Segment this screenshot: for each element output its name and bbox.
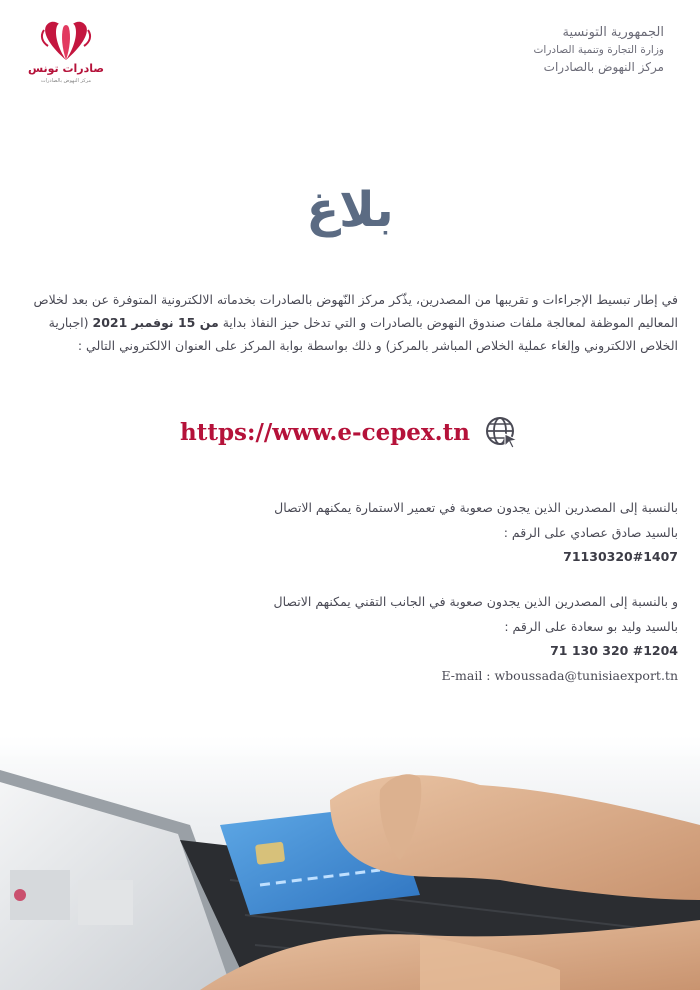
page-title: بلاغ	[306, 182, 394, 238]
contact1-line2: بالسيد صادق عصادي على الرقم :	[503, 524, 678, 540]
portal-link-row	[0, 412, 700, 452]
balloon-logo-icon	[26, 18, 106, 64]
contact2-email[interactable]: E-mail : wboussada@tunisiaexport.tn	[441, 667, 678, 683]
ministry-line2: وزارة التجارة وتنمية الصادرات	[533, 44, 664, 56]
ministry-line1: الجمهورية التونسية	[562, 25, 664, 40]
contact-block-technical	[24, 590, 678, 688]
contact-block-form	[24, 496, 678, 570]
contact2-phone: 71 130 320 #1204	[550, 643, 678, 658]
laptop-payment-photo	[0, 730, 700, 990]
contact1-phone: 71130320#1407	[563, 549, 678, 564]
contact2-line2: بالسيد وليد بو سعادة على الرقم :	[504, 618, 678, 634]
contact2-line1: و بالنسبة إلى المصدرين الذين يجدون صعوبة في الجانب التقني يمكنهم الاتصال	[273, 594, 678, 609]
intro-text-part1: في إطار تبسيط الإجراءات و تقريبها من المصدرين، يذّكر مركز النّهوض بالصادرات بخدماته الالكترونية المتوفرة عن بعد لخلاص المعاليم الموظفة لمعالجة ملفات صندوق النهوض بالصادرات و التي تدخل حيز النفاذ بداية	[33, 292, 678, 330]
portal-url-link[interactable]: https://www.e-cepex.tn	[180, 418, 470, 446]
contact1-line1: بالنسبة إلى المصدرين الذين يجدون صعوبة في تعمير الاستمارة يمكنهم الاتصال	[274, 500, 678, 515]
logo-text: صادرات تونس	[27, 62, 105, 75]
intro-text-part2: (اجبارية الخلاص الالكتروني وإلغاء عملية الخلاص المباشر بالمركز) و ذلك بواسطة بوابة المركز على العنوان الالكتروني التالي :	[48, 315, 678, 353]
intro-date: من 15 نوفمبر 2021	[92, 315, 219, 330]
ministry-header	[364, 24, 664, 76]
logo-subtext: مركز النهوض بالصادرات	[40, 78, 92, 84]
intro-paragraph	[24, 288, 678, 357]
brand-logo	[26, 18, 106, 88]
globe-cursor-icon	[484, 414, 520, 450]
ministry-line3: مركز النهوض بالصادرات	[543, 60, 664, 74]
